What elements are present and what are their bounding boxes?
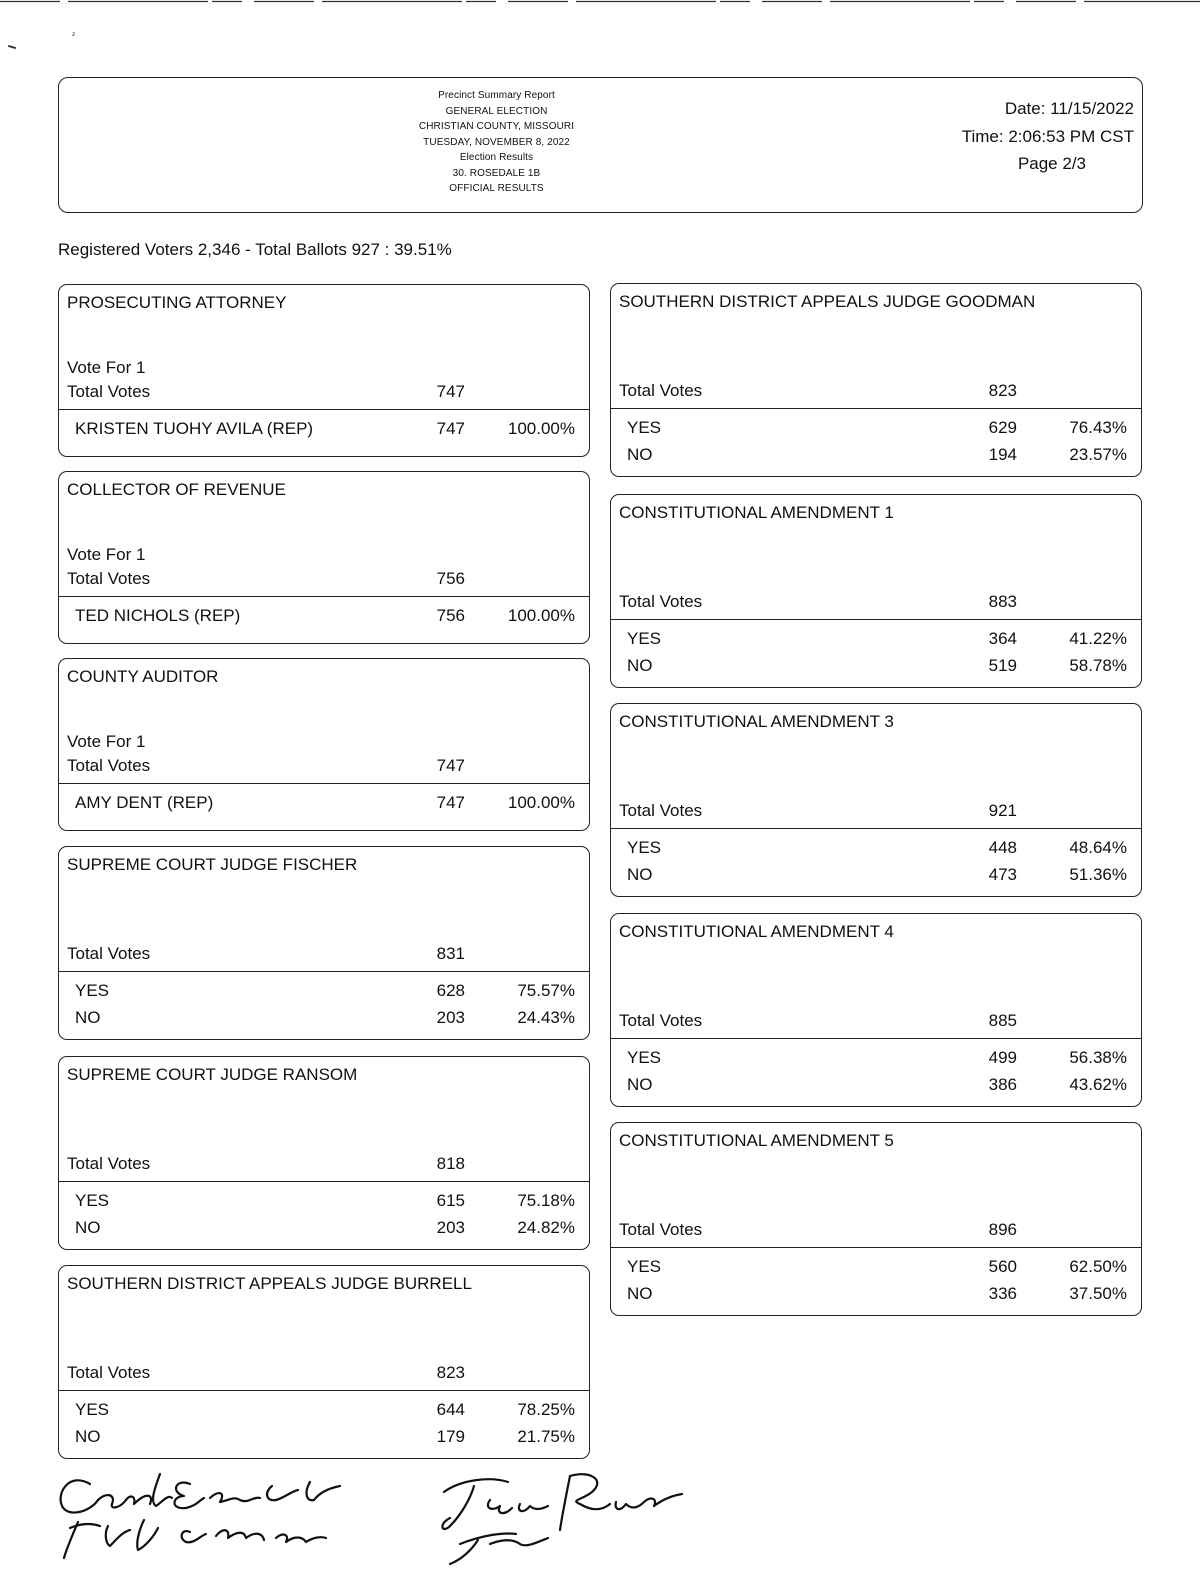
choice-percent: 76.43%	[1069, 418, 1127, 437]
choice-label: NO	[627, 864, 653, 884]
choice-percent: 37.50%	[1069, 1283, 1127, 1303]
choice-label: KRISTEN TUOHY AVILA (REP)	[75, 419, 314, 438]
race-box-supreme-court-judge-fischer	[58, 846, 590, 1040]
total-votes-label: Total Votes	[67, 382, 151, 401]
choice-label: NO	[75, 1217, 101, 1237]
vote-for-label: Vote For 1	[67, 358, 146, 377]
race-box-county-auditor	[58, 658, 590, 831]
total-votes-value: 756	[436, 569, 465, 588]
race-box-constitutional-amendment-5	[610, 1122, 1142, 1316]
choice-label: YES	[627, 418, 662, 437]
choice-votes: 473	[988, 864, 1017, 884]
choice-label: YES	[627, 1257, 662, 1276]
choice-label: NO	[627, 1074, 653, 1094]
choice-votes: 747	[436, 419, 465, 438]
total-votes-label: Total Votes	[67, 1363, 151, 1382]
choice-percent: 21.75%	[517, 1426, 575, 1446]
total-votes-label: Total Votes	[67, 1154, 151, 1173]
race-title: SUPREME COURT JUDGE FISCHER	[67, 855, 358, 874]
election-date: TUESDAY, NOVEMBER 8, 2022	[423, 136, 570, 148]
race-box-constitutional-amendment-1	[610, 494, 1142, 688]
choice-votes: 615	[436, 1191, 465, 1210]
race-box-prosecuting-attorney	[58, 284, 590, 457]
choice-votes: 386	[988, 1074, 1017, 1094]
choice-label: NO	[75, 1007, 101, 1027]
choice-votes: 364	[988, 629, 1017, 648]
choice-label: YES	[627, 629, 662, 648]
race-box-constitutional-amendment-3	[610, 703, 1142, 897]
total-divider	[611, 619, 1141, 620]
scan-mark	[8, 45, 16, 49]
total-votes-label: Total Votes	[619, 592, 703, 611]
total-divider	[611, 408, 1141, 409]
precinct-name: 30. ROSEDALE 1B	[452, 167, 541, 179]
choice-votes: 336	[988, 1283, 1017, 1303]
race-title: SOUTHERN DISTRICT APPEALS JUDGE BURRELL	[67, 1274, 472, 1293]
choice-label: YES	[627, 838, 662, 857]
choice-percent: 23.57%	[1069, 444, 1127, 464]
total-votes-value: 747	[436, 382, 465, 401]
choice-percent: 24.43%	[517, 1007, 575, 1027]
choice-percent: 51.36%	[1069, 864, 1127, 884]
scan-mark: ᶻ	[72, 30, 76, 40]
total-divider	[59, 596, 589, 597]
choice-votes: 448	[988, 838, 1017, 857]
race-title: CONSTITUTIONAL AMENDMENT 3	[619, 712, 894, 731]
report-header	[58, 77, 1143, 213]
vote-for-label: Vote For 1	[67, 732, 146, 751]
choice-label: YES	[75, 981, 110, 1000]
total-divider	[59, 1390, 589, 1391]
choice-votes: 499	[988, 1048, 1017, 1067]
race-title: COUNTY AUDITOR	[67, 667, 219, 686]
scan-edge-artifact	[0, 0, 1200, 6]
choice-votes: 644	[436, 1400, 465, 1419]
total-votes-label: Total Votes	[619, 1011, 703, 1030]
total-votes-label: Total Votes	[619, 381, 703, 400]
race-box-southern-district-appeals-judge-burrell	[58, 1265, 590, 1459]
choice-votes: 519	[988, 655, 1017, 675]
choice-votes: 628	[436, 981, 465, 1000]
total-divider	[611, 828, 1141, 829]
race-title: SUPREME COURT JUDGE RANSOM	[67, 1065, 358, 1084]
official-results-label: OFFICIAL RESULTS	[449, 183, 544, 194]
race-box-southern-district-appeals-judge-goodman	[610, 283, 1142, 477]
choice-percent: 56.38%	[1069, 1048, 1127, 1067]
total-votes-value: 823	[436, 1363, 465, 1382]
choice-percent: 62.50%	[1069, 1257, 1127, 1276]
choice-percent: 100.00%	[507, 793, 575, 812]
total-votes-value: 885	[988, 1011, 1017, 1030]
choice-votes: 194	[988, 444, 1017, 464]
report-title-block	[349, 88, 644, 197]
total-votes-value: 831	[436, 944, 465, 963]
race-title: SOUTHERN DISTRICT APPEALS JUDGE GOODMAN	[619, 292, 1036, 311]
report-time: Time: 2:06:53 PM CST	[961, 126, 1134, 146]
choice-percent: 41.22%	[1069, 629, 1127, 648]
election-name: GENERAL ELECTION	[445, 105, 548, 117]
choice-percent: 48.64%	[1069, 838, 1127, 857]
total-divider	[59, 971, 589, 972]
choice-percent: 58.78%	[1069, 655, 1127, 675]
total-divider	[59, 1181, 589, 1182]
signature-left	[50, 1462, 390, 1562]
choice-percent: 24.82%	[517, 1217, 575, 1237]
choice-votes: 203	[436, 1007, 465, 1027]
report-title: Precinct Summary Report	[438, 90, 555, 101]
choice-label: YES	[75, 1191, 110, 1210]
choice-votes: 747	[436, 793, 465, 812]
total-divider	[611, 1247, 1141, 1248]
choice-votes: 560	[988, 1257, 1017, 1276]
total-votes-value: 823	[988, 381, 1017, 400]
total-votes-value: 896	[988, 1220, 1017, 1239]
choice-label: AMY DENT (REP)	[75, 793, 214, 812]
choice-percent: 75.57%	[517, 981, 575, 1000]
total-votes-value: 921	[988, 801, 1017, 820]
choice-votes: 203	[436, 1217, 465, 1237]
choice-votes: 756	[436, 606, 465, 625]
race-box-collector-of-revenue	[58, 471, 590, 644]
race-box-supreme-court-judge-ransom	[58, 1056, 590, 1250]
choice-label: NO	[75, 1426, 101, 1446]
total-votes-value: 818	[436, 1154, 465, 1173]
total-votes-label: Total Votes	[619, 801, 703, 820]
choice-label: NO	[627, 655, 653, 675]
choice-label: TED NICHOLS (REP)	[75, 606, 241, 625]
total-votes-value: 747	[436, 756, 465, 775]
results-label: Election Results	[459, 152, 534, 163]
total-votes-label: Total Votes	[619, 1220, 703, 1239]
jurisdiction: CHRISTIAN COUNTY, MISSOURI	[418, 121, 575, 132]
choice-percent: 100.00%	[507, 606, 575, 625]
choice-votes: 629	[988, 418, 1017, 437]
vote-for-label: Vote For 1	[67, 545, 146, 564]
total-votes-label: Total Votes	[67, 756, 151, 775]
total-divider	[59, 409, 589, 410]
choice-label: YES	[75, 1400, 110, 1419]
report-meta	[874, 95, 1134, 178]
race-title: CONSTITUTIONAL AMENDMENT 4	[619, 922, 894, 941]
total-divider	[611, 1038, 1141, 1039]
report-date: Date: 11/15/2022	[1004, 99, 1134, 118]
total-divider	[59, 783, 589, 784]
choice-label: NO	[627, 1283, 653, 1303]
total-votes-value: 883	[988, 592, 1017, 611]
total-votes-label: Total Votes	[67, 569, 151, 588]
choice-percent: 75.18%	[517, 1191, 575, 1210]
choice-percent: 100.00%	[507, 419, 575, 438]
total-votes-label: Total Votes	[67, 944, 151, 963]
race-title: CONSTITUTIONAL AMENDMENT 5	[619, 1131, 894, 1150]
choice-label: NO	[627, 444, 653, 464]
race-title: PROSECUTING ATTORNEY	[67, 293, 287, 312]
choice-percent: 43.62%	[1069, 1074, 1127, 1094]
race-box-constitutional-amendment-4	[610, 913, 1142, 1107]
registered-voters-summary: Registered Voters 2,346 - Total Ballots 927 : 39.51%	[58, 240, 452, 259]
signature-right	[430, 1460, 700, 1570]
race-title: CONSTITUTIONAL AMENDMENT 1	[619, 503, 894, 522]
choice-votes: 179	[436, 1426, 465, 1446]
page-number: Page 2/3	[1017, 154, 1086, 173]
choice-percent: 78.25%	[517, 1400, 575, 1419]
race-title: COLLECTOR OF REVENUE	[67, 480, 286, 499]
choice-label: YES	[627, 1048, 662, 1067]
